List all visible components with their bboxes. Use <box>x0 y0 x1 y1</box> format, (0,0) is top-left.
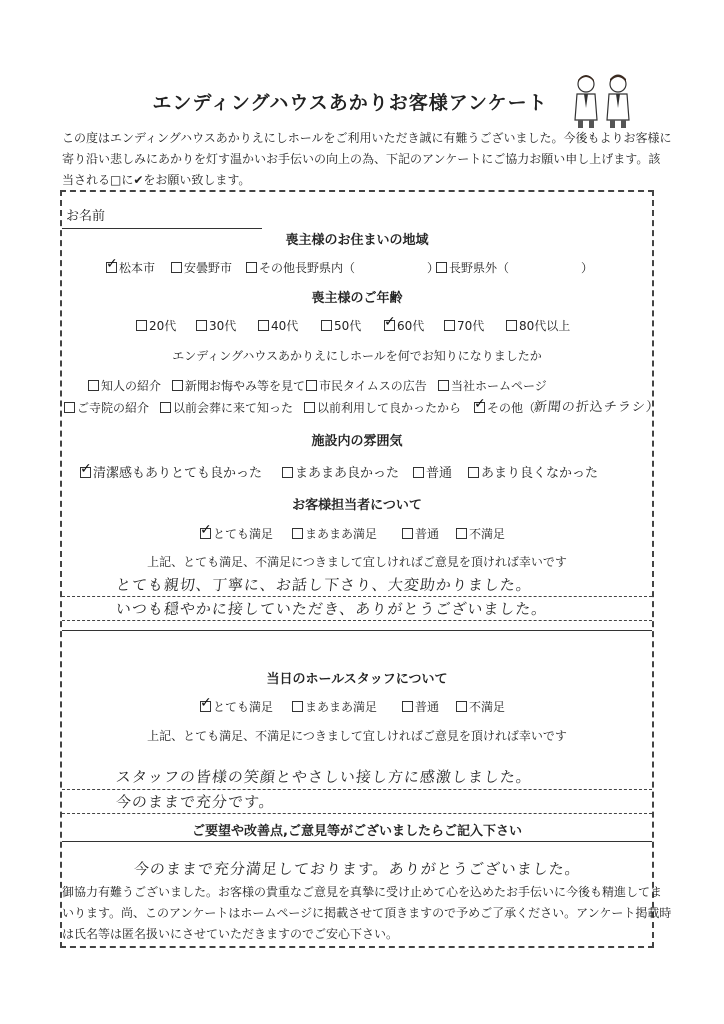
source-options-row1 <box>0 377 724 397</box>
checkbox-icon[interactable] <box>171 262 182 273</box>
age-option-80s[interactable]: 80代以上 <box>506 317 570 334</box>
atmosphere-option-not-good[interactable]: あまり良くなかった <box>468 462 598 481</box>
requests-comment: 今のままで充分満足しております。ありがとうございました。 <box>133 860 582 878</box>
checkbox-checked-icon[interactable] <box>80 467 91 478</box>
staff-comment-line1: とても親切、丁寧に、お話し下さり、大変助かりました。 <box>115 576 533 594</box>
age-option-30s[interactable]: 30代 <box>196 317 236 334</box>
age-option-20s[interactable]: 20代 <box>136 317 176 334</box>
hall-staff-heading: 当日のホールスタッフについて <box>266 672 448 687</box>
checkbox-icon[interactable] <box>304 402 315 413</box>
staff-option-normal[interactable]: 普通 <box>402 525 439 542</box>
checkbox-icon[interactable] <box>456 528 467 539</box>
checkbox-icon[interactable] <box>258 320 269 331</box>
checkbox-checked-icon[interactable] <box>200 528 211 539</box>
atmosphere-options <box>0 462 724 482</box>
checkbox-icon[interactable] <box>402 701 413 712</box>
checkbox-icon[interactable] <box>88 380 99 391</box>
hall-staff-comment-line1: スタッフの皆様の笑顔とやさしい接し方に感激しました。 <box>115 768 533 786</box>
staff-comment-rule2 <box>62 620 652 621</box>
checkbox-icon[interactable] <box>136 320 147 331</box>
staff-figure-right-icon <box>607 75 629 129</box>
region-option-outside-nagano[interactable]: 長野県外（ ） <box>436 259 593 276</box>
hall-staff-comment-rule1 <box>62 789 652 790</box>
age-option-50s[interactable]: 50代 <box>321 317 361 334</box>
name-label: お名前 <box>66 209 106 224</box>
region-option-matsumoto[interactable]: ✓松本市 <box>106 259 155 276</box>
age-option-60s[interactable]: ✓ 60代 <box>384 317 424 334</box>
hall-staff-options <box>0 698 724 718</box>
footer-text: 御協力有難うございました。お客様の貴重なご意見を真摯に受け止めて心を込めたお手伝いに今後も精進してまいります。尚、このアンケートはホームページに掲載させて頂きますので予めご了承ください。アンケート掲載時は氏名等は匿名扱いにさせていただきますのでご安心下さい。 <box>62 885 672 941</box>
hall-staff-comment-rule2 <box>62 813 652 814</box>
checkbox-icon[interactable] <box>292 528 303 539</box>
checkbox-icon[interactable] <box>292 701 303 712</box>
checkbox-icon[interactable] <box>438 380 449 391</box>
region-heading: 喪主様のお住まいの地域 <box>285 233 429 248</box>
hall-staff-option-normal[interactable]: 普通 <box>402 698 439 715</box>
source-question: エンディングハウスあかりえにしホールを何でお知りになりましたか <box>172 349 542 363</box>
source-option-temple[interactable]: ご寺院の紹介 <box>64 399 149 416</box>
staff-prompt: 上記、とても満足、不満足につきまして宜しければご意見を頂ければ幸いです <box>147 555 567 569</box>
region-options <box>0 259 724 279</box>
age-option-70s[interactable]: 70代 <box>444 317 484 334</box>
checkbox-icon[interactable] <box>413 467 424 478</box>
staff-heading: お客様担当者について <box>292 498 422 513</box>
source-option-homepage[interactable]: 当社ホームページ <box>438 377 547 394</box>
checkbox-checked-icon[interactable] <box>474 402 485 413</box>
age-heading: 喪主様のご年齢 <box>311 291 403 306</box>
staff-figure-left-icon <box>575 75 597 128</box>
checkbox-icon[interactable] <box>196 320 207 331</box>
atmosphere-option-normal[interactable]: 普通 <box>413 462 452 481</box>
checkbox-icon[interactable] <box>172 380 183 391</box>
hall-staff-prompt: 上記、とても満足、不満足につきまして宜しければご意見を頂ければ幸いです <box>147 729 567 743</box>
checkbox-icon[interactable] <box>282 467 293 478</box>
staff-comment-rule1 <box>62 596 652 597</box>
hall-staff-option-very-satisfied[interactable]: ✓とても満足 <box>200 698 273 715</box>
hall-staff-option-fairly-satisfied[interactable]: まあまあ満足 <box>292 698 377 715</box>
staff-option-fairly-satisfied[interactable]: まあまあ満足 <box>292 525 377 542</box>
atmosphere-option-very-good[interactable]: ✓清潔感もありとても良かった <box>80 462 262 481</box>
region-option-azumino[interactable]: 安曇野市 <box>171 259 232 276</box>
checkbox-checked-icon[interactable] <box>106 262 117 273</box>
checkbox-icon[interactable] <box>246 262 257 273</box>
source-options-row2 <box>0 399 724 421</box>
age-options <box>0 317 724 337</box>
section-divider <box>62 630 652 631</box>
checkbox-icon[interactable] <box>444 320 455 331</box>
atmosphere-heading: 施設内の雰囲気 <box>311 434 403 449</box>
region-option-other-nagano[interactable]: その他長野県内（ ） <box>246 259 439 276</box>
hall-staff-option-unsatisfied[interactable]: 不満足 <box>456 698 505 715</box>
requests-heading: ご要望や改善点,ご意見等がございましたらご記入下さい <box>192 824 522 839</box>
source-option-newspaper[interactable]: 新聞お悔やみ等を見て <box>172 377 305 394</box>
checkbox-icon[interactable] <box>456 701 467 712</box>
intro-text: この度はエンディングハウスあかりえにしホールをご利用いただき誠に有難うございました。今後もよりお客様に寄り沿い悲しみにあかりを灯す温かいお手伝いの向上の為、下記のアンケートにご協力お願い申し上げます。該当される□に✔をお願い致します。 <box>62 131 672 187</box>
staff-options <box>0 525 724 545</box>
staff-illustration-icon <box>568 72 638 132</box>
age-option-40s[interactable]: 40代 <box>258 317 298 334</box>
source-option-previous-attendance[interactable]: 以前会葬に来て知った <box>160 399 293 416</box>
source-option-shimin-times[interactable]: 市民タイムスの広告 <box>306 377 427 394</box>
source-other-handwritten: 新聞の折込チラシ） <box>533 400 661 415</box>
hall-staff-comment-line2: 今のままで充分です。 <box>115 793 276 811</box>
checkbox-icon[interactable] <box>306 380 317 391</box>
source-option-previous-use[interactable]: 以前利用して良かったから <box>304 399 461 416</box>
checkbox-icon[interactable] <box>64 402 75 413</box>
staff-option-unsatisfied[interactable]: 不満足 <box>456 525 505 542</box>
checkbox-icon[interactable] <box>160 402 171 413</box>
survey-title: エンディングハウスあかりお客様アンケート <box>152 92 548 114</box>
requests-top-rule <box>62 841 652 842</box>
atmosphere-option-fairly-good[interactable]: まあまあ良かった <box>282 462 399 481</box>
checkbox-icon[interactable] <box>468 467 479 478</box>
source-option-other[interactable]: ✓ その他（ <box>474 399 535 416</box>
checkbox-icon[interactable] <box>321 320 332 331</box>
staff-option-very-satisfied[interactable]: ✓とても満足 <box>200 525 273 542</box>
checkbox-icon[interactable] <box>436 262 447 273</box>
checkbox-icon[interactable] <box>506 320 517 331</box>
source-option-acquaintance[interactable]: 知人の紹介 <box>88 377 161 394</box>
checkbox-checked-icon[interactable] <box>200 701 211 712</box>
checkbox-checked-icon[interactable] <box>384 320 395 331</box>
staff-comment-line2: いつも穏やかに接していただき、ありがとうございました。 <box>115 600 549 618</box>
checkbox-icon[interactable] <box>402 528 413 539</box>
